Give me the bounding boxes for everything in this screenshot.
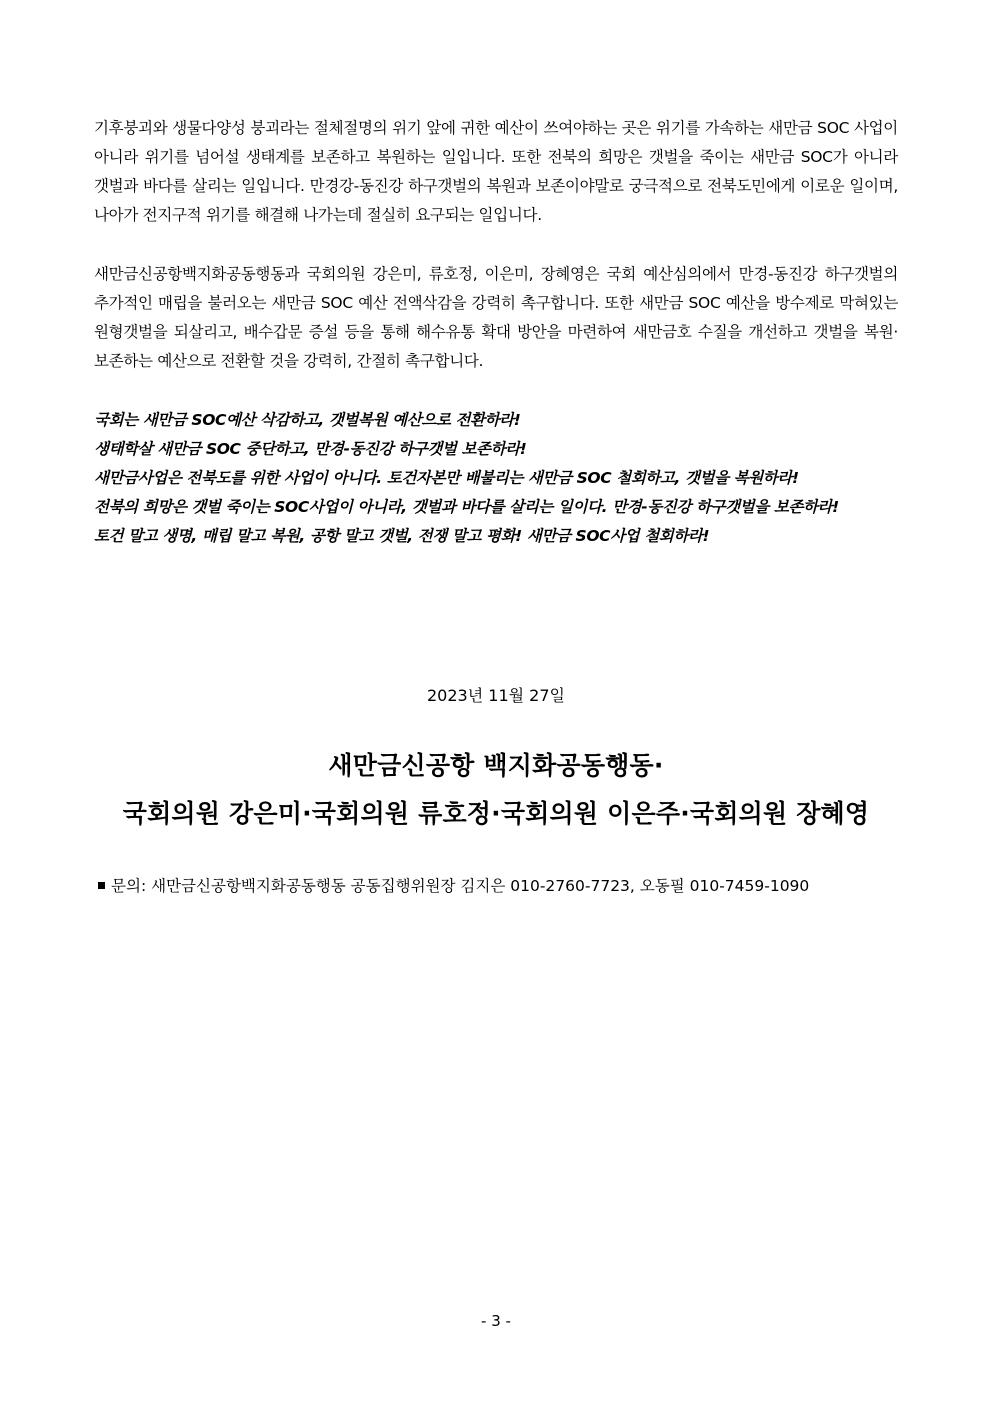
slogan-list — [94, 406, 898, 551]
body-paragraph-2: 새만금신공항백지화공동행동과 국회의원 강은미, 류호정, 이은미, 장혜영은 국회 예산심의에서 만경-동진강 하구갯벌의 추가적인 매립을 불러오는 새만금 SOC 예산 전액삭감을 강력히 촉구합니다. 또한 새만금 SOC 예산을 방수제로 막혀있는 원형갯벌을 되살리고, 배수갑문 증설 등을 통해 해수유통 확대 방안을 마련하여 새만금호 수질을 개선하고 갯벌을 복원·보존하는 예산으로 전환할 것을 강력히, 간절히 촉구합니다. — [94, 265, 898, 370]
document-date: 2023년 11월 27일 — [427, 686, 565, 705]
signer-line-2: 국회의원 강은미·국회의원 류호정·국회의원 이은주·국회의원 장혜영 — [122, 799, 870, 828]
contact-text: 문의: 새만금신공항백지화공동행동 공동집행위원장 김지은 010-2760-7723, 오동필 010-7459-1090 — [111, 877, 810, 895]
slogan-2: 생태학살 새만금 SOC 중단하고, 만경-동진강 하구갯벌 보존하라! — [94, 440, 527, 458]
body-paragraph-1: 기후붕괴와 생물다양성 붕괴라는 절체절명의 위기 앞에 귀한 예산이 쓰여야하는 곳은 위기를 가속하는 새만금 SOC 사업이 아니라 위기를 넘어설 생태계를 보존하고 복원하는 일입니다. 또한 전북의 희망은 갯벌을 죽이는 새만금 SOC가 아니라 갯벌과 바다를 살리는 일입니다. 만경강-동진강 하구갯벌의 복원과 보존이야말로 궁극적으로 전북도민에게 이로운 일이며, 나아가 전지구적 위기를 해결해 나가는데 절실히 요구되는 일입니다. — [94, 119, 898, 224]
slogan-4: 전북의 희망은 갯벌 죽이는 SOC사업이 아니라, 갯벌과 바다를 살리는 일이다. 만경-동진강 하구갯벌을 보존하라! — [94, 498, 839, 516]
square-bullet-icon — [98, 882, 105, 889]
signer-line-1: 새만금신공항 백지화공동행동· — [328, 751, 664, 780]
page-number: - 3 - — [481, 1312, 511, 1330]
slogan-3: 새만금사업은 전북도를 위한 사업이 아니다. 토건자본만 배불리는 새만금 SOC 철회하고, 갯벌을 복원하라! — [94, 469, 799, 487]
contact-info — [98, 872, 918, 900]
slogan-1: 국회는 새만금 SOC예산 삭감하고, 갯벌복원 예산으로 전환하라! — [94, 411, 521, 429]
signers-block — [0, 742, 992, 838]
slogan-5: 토건 말고 생명, 매립 말고 복원, 공항 말고 갯벌, 전쟁 말고 평화! 새만금 SOC사업 철회하라! — [94, 527, 710, 545]
